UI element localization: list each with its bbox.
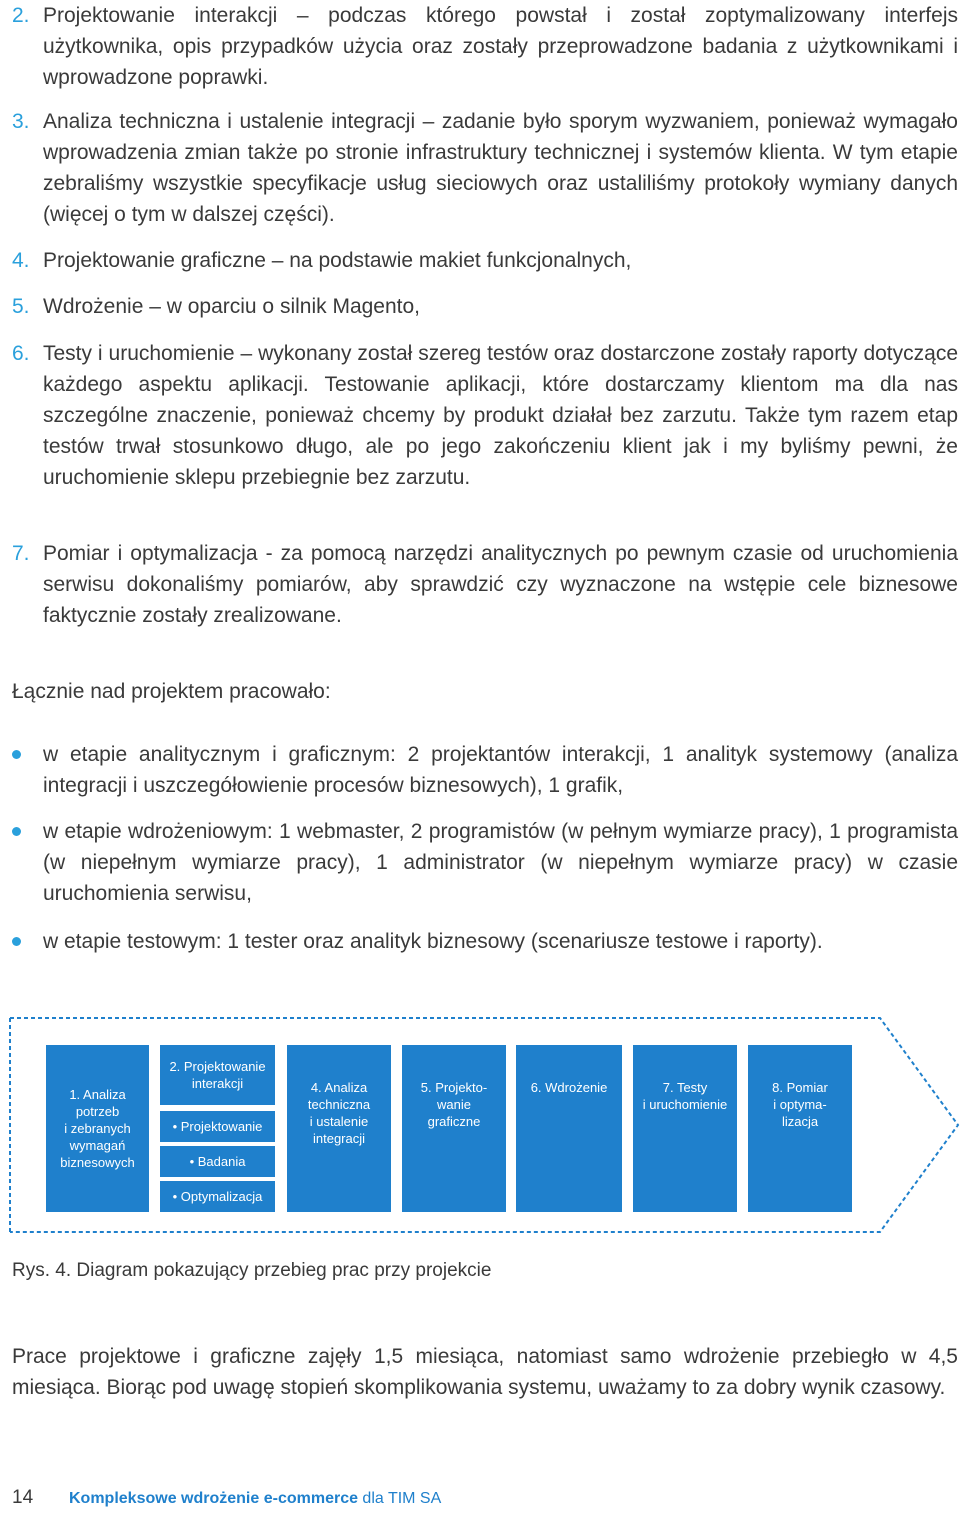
team-heading: Łącznie nad projektem pracowało: — [12, 680, 331, 703]
box-line: wymagań — [69, 1138, 126, 1153]
bullet-icon — [12, 750, 21, 759]
page-number: 14 — [12, 1487, 34, 1508]
team-item-deployment — [12, 816, 958, 909]
box-line: interakcji — [191, 1076, 244, 1091]
step-text: Analiza techniczna i ustalenie integracji – zadanie było sporym wyzwaniem, ponieważ wymagało wprowadzenia zmian także po stronie infrastruktury technicznej i systemów klienta. W tym etapie zebraliśmy wszystkie specyfikacje usług sieciowych oraz ustaliliśmy protokoły wymiany danych (więcej o tym w dalszej części). — [43, 110, 958, 226]
step-text: Projektowanie graficzne – na podstawie makiet funkcjonalnych, — [43, 249, 632, 272]
team-item-testing — [12, 926, 958, 957]
footer-title-rest: dla TIM SA — [357, 1490, 442, 1507]
step-number: 2. — [12, 4, 30, 27]
box-line: 2. Projektowanie — [169, 1059, 266, 1074]
step-number: 6. — [12, 342, 30, 365]
step-text: Testy i uruchomienie – wykonany został szereg testów oraz dostarczone zostały raporty dotyczące każdego aspektu aplikacji. Testowanie aplikacji, które dostarczamy klientom ma dla nas szczególne znaczenie, ponieważ chcemy by produkt działał bez zarzutu. Także tym razem etap testów trwał stosunkowo długo, ale po jego zakończeniu klient jak i my byliśmy pewni, że uruchomienie sklepu przebiegnie bez zarzutu. — [43, 342, 958, 489]
step-3 — [12, 106, 958, 230]
box-line: 7. Testy — [662, 1080, 708, 1095]
box-line: graficzne — [427, 1114, 481, 1129]
team-item-analytic — [12, 739, 958, 801]
box-line: • Projektowanie — [172, 1119, 263, 1134]
step-text: Projektowanie interakcji – podczas którego powstał i został zoptymalizowany interfejs użytkownika, opis przypadków użycia oraz zostały przeprowadzone badania z użytkownikami i wprowadzone poprawki. — [43, 4, 958, 89]
diagram-box-requirements — [46, 1045, 149, 1212]
summary-paragraph: Prace projektowe i graficzne zajęły 1,5 miesiąca, natomiast samo wdrożenie przebiegło w 4,5 miesiąca. Biorąc pod uwagę stopień skomplikowania systemu, uważamy to za dobry wynik czasowy. — [12, 1345, 958, 1399]
step-6 — [12, 338, 958, 493]
box-line: 5. Projekto- — [420, 1080, 488, 1095]
box-line: integracji — [312, 1131, 366, 1146]
footer-title-bold: Kompleksowe wdrożenie e-commerce — [69, 1490, 358, 1507]
footer-title — [69, 1488, 441, 1510]
step-number: 5. — [12, 295, 30, 318]
diagram-box-testing — [633, 1045, 737, 1212]
diagram-sub-design — [160, 1111, 275, 1142]
step-7 — [12, 538, 958, 631]
figure-caption: Rys. 4. Diagram pokazujący przebieg prac przy projekcie — [12, 1260, 492, 1281]
step-5 — [12, 291, 958, 322]
team-item-text: w etapie testowym: 1 tester oraz analityk biznesowy (scenariusze testowe i raporty). — [43, 930, 823, 953]
box-line: 8. Pomiar — [772, 1080, 828, 1095]
box-line: i optyma- — [773, 1097, 827, 1112]
box-line: 6. Wdrożenie — [530, 1080, 608, 1095]
diagram-box-measurement — [748, 1045, 852, 1212]
box-line: i uruchomienie — [642, 1097, 728, 1112]
box-line: 1. Analiza — [69, 1087, 126, 1102]
box-line: biznesowych — [60, 1155, 135, 1170]
box-line: techniczna — [307, 1097, 371, 1112]
box-line: potrzeb — [75, 1104, 120, 1119]
step-number: 3. — [12, 110, 30, 133]
box-line: • Optymalizacja — [172, 1189, 263, 1204]
bullet-icon — [12, 827, 21, 836]
team-item-text: w etapie analitycznym i graficznym: 2 projektantów interakcji, 1 analityk systemowy (analiza integracji i uszczegółowienie procesów biznesowych), 1 grafik, — [43, 743, 958, 797]
step-number: 7. — [12, 542, 30, 565]
team-item-text: w etapie wdrożeniowym: 1 webmaster, 2 programistów (w pełnym wymiarze pracy), 1 programista (w niepełnym wymiarze pracy), 1 administrator (w niepełnym wymiarze pracy) w czasie uruchomienia serwisu, — [43, 820, 958, 905]
step-2 — [12, 0, 958, 93]
diagram-box-tech-analysis — [287, 1045, 391, 1212]
step-text: Wdrożenie – w oparciu o silnik Magento, — [43, 295, 421, 318]
box-line: lizacja — [781, 1114, 819, 1129]
step-4 — [12, 245, 958, 276]
diagram-sub-research — [160, 1146, 275, 1177]
box-line: 4. Analiza — [310, 1080, 368, 1095]
box-line: i ustalenie — [309, 1114, 369, 1129]
step-text: Pomiar i optymalizacja - za pomocą narzędzi analitycznych po pewnym czasie od uruchomienia serwisu dokonaliśmy pomiarów, aby sprawdzić czy wyznaczone na wstępie cele biznesowe faktycznie zostały zrealizowane. — [43, 542, 958, 627]
bullet-icon — [12, 937, 21, 946]
diagram-box-graphic-design — [402, 1045, 506, 1212]
box-line: i zebranych — [64, 1121, 131, 1136]
diagram-sub-optimization — [160, 1181, 275, 1212]
box-line: wanie — [437, 1097, 471, 1112]
diagram-box-interaction — [160, 1045, 275, 1105]
box-line: • Badania — [189, 1154, 246, 1169]
diagram-box-deployment — [516, 1045, 622, 1212]
step-number: 4. — [12, 249, 30, 272]
